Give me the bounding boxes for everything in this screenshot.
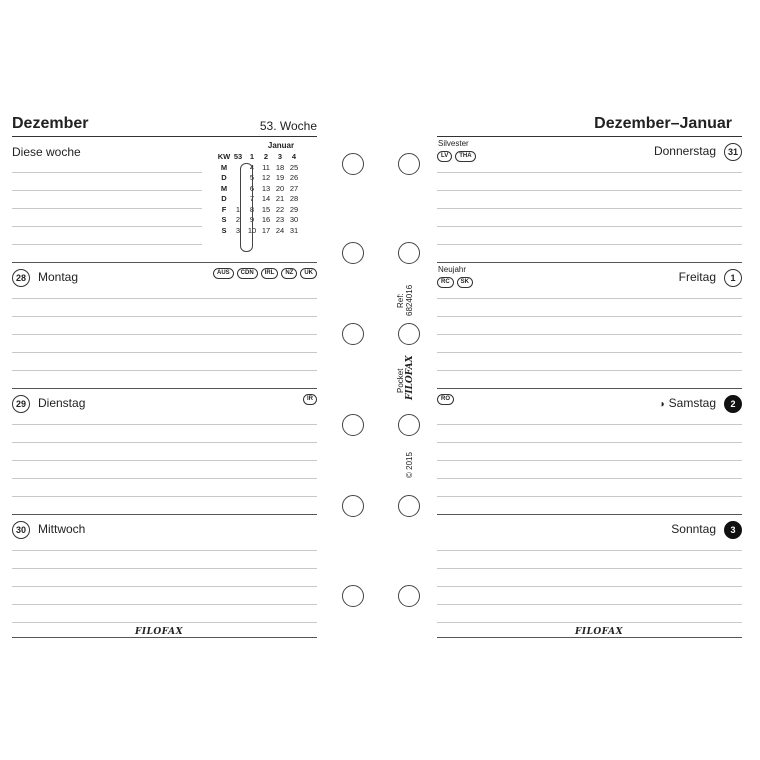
writing-line: [12, 550, 317, 551]
binder-hole: [342, 153, 364, 175]
writing-line: [12, 496, 317, 497]
writing-line: [437, 568, 742, 569]
writing-line: [12, 568, 317, 569]
day-name: Montag: [38, 270, 79, 284]
writing-line: [437, 298, 742, 299]
writing-line: [437, 334, 742, 335]
spine-copyright: © 2015: [405, 452, 414, 478]
writing-line: [437, 550, 742, 551]
writing-line: [12, 460, 317, 461]
writing-line: [12, 208, 202, 209]
day-name: Dienstag: [38, 396, 86, 410]
spine-size-label: Pocket: [396, 368, 405, 393]
writing-line: [437, 622, 742, 623]
binder-hole: [398, 585, 420, 607]
cal-cell: 23: [275, 215, 285, 224]
writing-line: [437, 424, 742, 425]
cal-cell: 3: [235, 225, 241, 235]
cal-cell: 6: [249, 183, 255, 193]
cal-cell: 1: [235, 204, 241, 214]
day-section-wednesday: [12, 515, 317, 640]
cal-cell: 7: [249, 194, 255, 203]
day-name: Mittwoch: [38, 522, 86, 536]
cal-cell: 28: [289, 194, 299, 203]
writing-line: [12, 478, 317, 479]
country-tag: AUS: [213, 268, 234, 279]
writing-line: [437, 442, 742, 443]
writing-line: [437, 496, 742, 497]
writing-line: [437, 352, 742, 353]
writing-line: [437, 460, 742, 461]
cal-header-cell: 1: [249, 152, 255, 161]
cal-weekday: D: [221, 173, 227, 182]
spine-logo: FILOFAX: [405, 355, 415, 400]
writing-line: [437, 316, 742, 317]
cal-cell: 16: [261, 215, 271, 224]
writing-line: [12, 424, 317, 425]
day-number: 30: [12, 521, 30, 539]
mini-calendar-month: Januar: [267, 141, 295, 150]
writing-line: [12, 586, 317, 587]
binder-hole: [342, 242, 364, 264]
memo-section: [12, 137, 317, 263]
day-number: 29: [12, 395, 30, 413]
country-tag: IRL: [261, 268, 279, 279]
cal-cell: 25: [289, 162, 299, 172]
cal-cell: 30: [289, 215, 299, 224]
writing-line: [437, 226, 742, 227]
holiday-label: Neujahr: [438, 265, 467, 274]
binder-hole: [398, 414, 420, 436]
cal-cell: 14: [261, 194, 271, 203]
day-section-saturday: [437, 389, 742, 515]
cal-cell: 31: [289, 225, 299, 235]
writing-line: [12, 334, 317, 335]
cal-cell: 8: [249, 204, 255, 214]
country-tags: [437, 394, 454, 405]
writing-line: [437, 208, 742, 209]
cal-cell: 26: [289, 173, 299, 182]
day-number: 2: [724, 395, 742, 413]
left-page: [12, 110, 317, 640]
cal-weekday: F: [221, 204, 227, 214]
writing-line: [12, 352, 317, 353]
writing-line: [12, 244, 202, 245]
cal-cell: 2: [235, 215, 241, 224]
week-highlight: [240, 163, 253, 252]
cal-header-cell: 2: [263, 152, 269, 161]
writing-line: [12, 298, 317, 299]
day-section-sunday: [437, 515, 742, 640]
right-brand-logo: FILOFAX: [572, 627, 626, 637]
holiday-label: Silvester: [438, 139, 469, 148]
spine-ref-label: Ref:: [396, 293, 405, 308]
cal-header-cell: 3: [277, 152, 283, 161]
binder-hole: [398, 323, 420, 345]
cal-cell: 13: [261, 183, 271, 193]
left-page-title: Dezember: [12, 115, 89, 132]
cal-cell: 17: [261, 225, 271, 235]
country-tags: [303, 394, 317, 405]
binder-hole: [342, 585, 364, 607]
day-section-monday: [12, 263, 317, 389]
country-tag: CDN: [237, 268, 258, 279]
right-page: [437, 110, 742, 640]
cal-weekday: M: [220, 162, 228, 172]
day-name-text: Samstag: [668, 396, 716, 410]
binder-hole: [342, 323, 364, 345]
cal-weekday: S: [221, 215, 227, 224]
cal-cell: 24: [275, 225, 285, 235]
country-tag: RC: [437, 277, 454, 288]
cal-header-cell: 4: [291, 152, 297, 161]
writing-line: [437, 244, 742, 245]
country-tags: [437, 277, 473, 288]
mini-calendar-grid: [217, 152, 317, 235]
cal-cell: 29: [289, 204, 299, 214]
cal-weekday: D: [221, 194, 227, 203]
memo-label: Diese woche: [12, 145, 81, 159]
binder-hole: [398, 495, 420, 517]
moon-phase-icon: ◑: [658, 399, 665, 410]
cal-cell: 10: [247, 225, 257, 235]
day-number: 28: [12, 269, 30, 287]
binder-hole: [342, 495, 364, 517]
country-tag: THA: [455, 151, 475, 162]
country-tag: SK: [457, 277, 473, 288]
country-tag: NZ: [281, 268, 297, 279]
mini-calendar: [217, 141, 317, 235]
writing-line: [437, 190, 742, 191]
day-section-tuesday: [12, 389, 317, 515]
cal-cell: 18: [275, 162, 285, 172]
right-page-title: Dezember–Januar: [594, 115, 732, 132]
cal-cell: 21: [275, 194, 285, 203]
day-number: 1: [724, 269, 742, 287]
writing-line: [12, 604, 317, 605]
cal-weekday: M: [220, 183, 228, 193]
writing-line: [12, 190, 202, 191]
spine-ref-number: 6824016: [405, 284, 414, 316]
left-page-header: [12, 110, 317, 137]
binder-hole: [398, 242, 420, 264]
day-name: Sonntag: [671, 522, 716, 536]
country-tags: [437, 151, 476, 162]
cal-cell: 11: [262, 162, 270, 172]
week-label: 53. Woche: [259, 119, 317, 133]
cal-cell: 9: [249, 215, 255, 224]
writing-line: [12, 316, 317, 317]
day-name: Freitag: [678, 270, 716, 284]
cal-cell: 12: [261, 173, 271, 182]
binder-hole: [398, 153, 420, 175]
cal-header-cell: KW: [217, 152, 231, 161]
day-number: 31: [724, 143, 742, 161]
day-name: [659, 396, 716, 410]
day-name: Donnerstag: [653, 144, 716, 158]
cal-cell: 27: [289, 183, 299, 193]
cal-cell: 19: [275, 173, 285, 182]
right-footer-rule: [437, 637, 742, 638]
country-tag: UK: [300, 268, 317, 279]
country-tags: [213, 268, 317, 279]
country-tag: RO: [437, 394, 454, 405]
cal-weekday: S: [221, 225, 227, 235]
cal-cell: 15: [261, 204, 271, 214]
left-footer-rule: [12, 637, 317, 638]
day-number: 3: [724, 521, 742, 539]
right-page-header: [437, 110, 742, 137]
writing-line: [437, 604, 742, 605]
country-tag: LV: [437, 151, 452, 162]
country-tag: IR: [303, 394, 317, 405]
writing-line: [437, 586, 742, 587]
cal-cell: 5: [249, 173, 255, 182]
writing-line: [437, 478, 742, 479]
day-section-thursday: [437, 137, 742, 263]
day-section-friday: [437, 263, 742, 389]
left-brand-logo: FILOFAX: [132, 627, 186, 637]
writing-line: [12, 442, 317, 443]
cal-cell: 22: [275, 204, 285, 214]
cal-cell: 20: [275, 183, 285, 193]
writing-line: [437, 172, 742, 173]
writing-line: [12, 370, 317, 371]
writing-line: [12, 226, 202, 227]
cal-header-cell: 53: [233, 152, 243, 161]
writing-line: [12, 622, 317, 623]
binder-hole: [342, 414, 364, 436]
writing-line: [12, 172, 202, 173]
writing-line: [437, 370, 742, 371]
cal-cell: 4: [249, 162, 255, 172]
